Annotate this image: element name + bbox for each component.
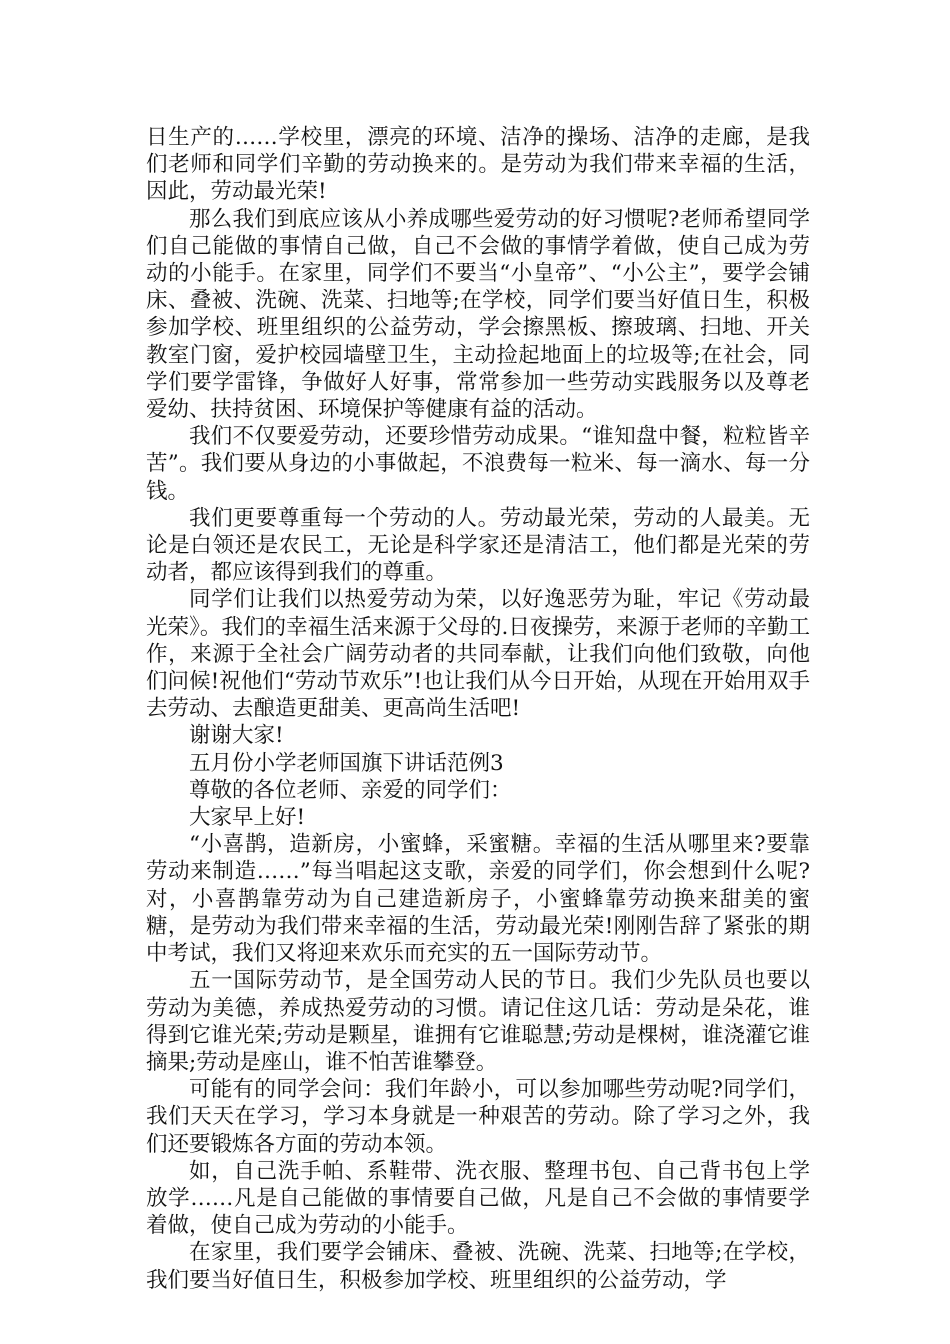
paragraph-2: 那么我们到底应该从小养成哪些爱劳动的好习惯呢?老师希望同学们自己能做的事情自己做，自己不会做的事情学着做，使自己成为劳动的小能手。在家里，同学们不要当“小皇帝”、“小公主”，要学会铺床、叠被、洗碗、洗菜、扫地等;在学校，同学们要当好值日生，积极参加学校、班里组织的公益劳动，学会擦黑板、擦玻璃、扫地、开关教室门窗，爱护校园墙壁卫生，主动捡起地面上的垃圾等;在社会，同学们要学雷锋，争做好人好事，常常参加一些劳动实践服务以及尊老爱幼、扶持贫困、环境保护等健康有益的活动。	[146, 206, 810, 423]
paragraph-4: 我们更要尊重每一个劳动的人。劳动最光荣，劳动的人最美。无论是白领还是农民工，无论是科学家还是清洁工，他们都是光荣的劳动者，都应该得到我们的尊重。	[146, 505, 810, 586]
paragraph-13: 如，自己洗手帕、系鞋带、洗衣服、整理书包、自己背书包上学放学……凡是自己能做的事情要自己做，凡是自己不会做的事情要学着做，使自己成为劳动的小能手。	[146, 1158, 810, 1239]
paragraph-12: 可能有的同学会问：我们年龄小，可以参加哪些劳动呢?同学们，我们天天在学习，学习本身就是一种艰苦的劳动。除了学习之外，我们还要锻炼各方面的劳动本领。	[146, 1077, 810, 1157]
greeting: 大家早上好!	[189, 805, 306, 831]
paragraph-10: “小喜鹊，造新房，小蜜蜂，采蜜糖。幸福的生活从哪里来?要靠劳动来制造……”每当唱起这支歌，亲爱的同学们，你会想到什么呢?对，小喜鹊靠劳动为自己建造新房子，小蜜蜂靠劳动换来甜美的蜜糖，是劳动为我们带来幸福的生活，劳动最光荣!刚刚告辞了紧张的期中考试，我们又将迎来欢乐而充实的五一国际劳动节。	[146, 832, 810, 967]
paragraph-1: 日生产的……学校里，漂亮的环境、洁净的操场、洁净的走廊，是我们老师和同学们辛勤的劳动换来的。是劳动为我们带来幸福的生活，因此，劳动最光荣!	[146, 125, 810, 205]
paragraph-14: 在家里，我们要学会铺床、叠被、洗碗、洗菜、扫地等;在学校，我们要当好值日生，积极参加学校、班里组织的公益劳动，学	[146, 1240, 810, 1293]
document-page	[146, 124, 810, 1294]
paragraph-5: 同学们让我们以热爱劳动为荣，以好逸恶劳为耻，牢记《劳动最光荣》。我们的幸福生活来源于父母的.日夜操劳，来源于老师的辛勤工作，来源于全社会广阔劳动者的共同奉献，让我们向他们致敬，向他们问候!祝他们“劳动节欢乐”!也让我们从今日开始，从现在开始用双手去劳动、去酿造更甜美、更高尚生活吧!	[146, 587, 810, 722]
section-title: 五月份小学老师国旗下讲话范例3	[189, 750, 504, 776]
thanks-line: 谢谢大家!	[189, 723, 284, 749]
paragraph-11: 五一国际劳动节，是全国劳动人民的节日。我们少先队员也要以劳动为美德，养成热爱劳动的习惯。请记住这几话：劳动是朵花，谁得到它谁光荣;劳动是颗星，谁拥有它谁聪慧;劳动是棵树，谁浇灌它谁摘果;劳动是座山，谁不怕苦谁攀登。	[146, 968, 810, 1075]
salutation: 尊敬的各位老师、亲爱的同学们：	[189, 777, 512, 803]
paragraph-3: 我们不仅要爱劳动，还要珍惜劳动成果。“谁知盘中餐，粒粒皆辛苦”。我们要从身边的小事做起，不浪费每一粒米、每一滴水、每一分钱。	[146, 424, 810, 504]
